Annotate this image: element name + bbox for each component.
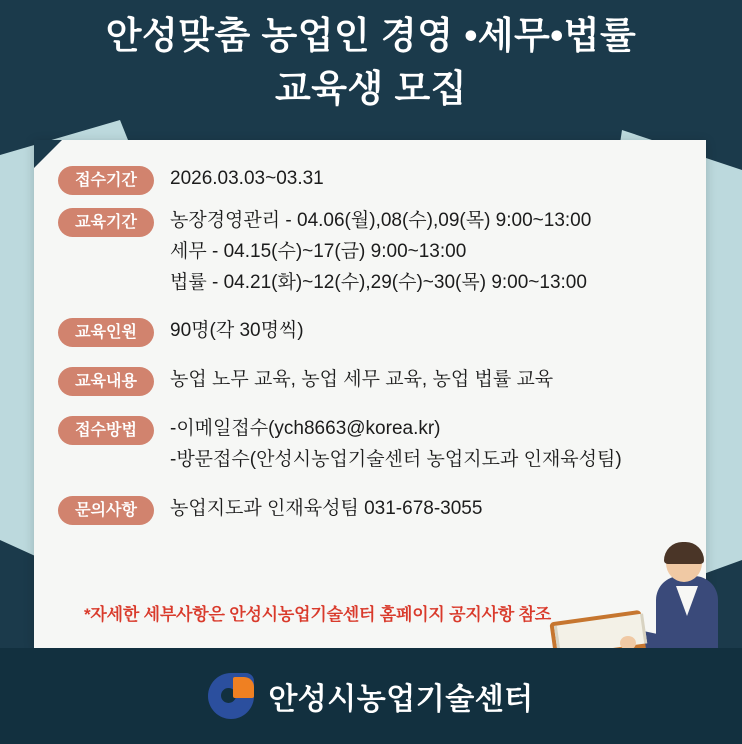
info-row: [58, 164, 688, 195]
row-value-line: 2026.03.03~03.31: [170, 168, 324, 189]
row-value-line: 농업 노무 교육, 농업 세무 교육, 농업 법률 교육: [170, 369, 554, 391]
row-values: [170, 414, 688, 476]
row-value-line: 농장경영관리 - 04.06(월),08(수),09(목) 9:00~13:00: [170, 210, 592, 231]
row-label-badge: 문의사항: [58, 496, 154, 525]
row-values: [170, 164, 688, 195]
row-label-badge: 교육인원: [58, 318, 154, 347]
row-value-line: 법률 - 04.21(화)~12(수),29(수)~30(목) 9:00~13:00: [170, 271, 587, 293]
row-values: [170, 365, 688, 396]
info-row: [58, 316, 688, 347]
row-label-badge: 접수기간: [58, 166, 154, 195]
brand-lockup: [0, 648, 742, 744]
logo-orange-shape: [233, 677, 254, 698]
row-value-line: -방문접수(안성시농업기술센터 농업지도과 인재육성팀): [170, 449, 622, 471]
row-value-line: 세무 - 04.15(수)~17(금) 9:00~13:00: [170, 240, 467, 262]
title-line-1: 안성맞춤 농업인 경영 •세무•법률: [105, 15, 637, 56]
brand-name: 안성시농업기술센터: [268, 683, 534, 716]
info-row: [58, 414, 688, 476]
row-values: [170, 206, 688, 298]
row-label-badge: 접수방법: [58, 416, 154, 445]
row-values: [170, 316, 688, 347]
row-value-line: 농업지도과 인재육성팀 031-678-3055: [170, 497, 483, 519]
poster-title: [0, 10, 742, 115]
anseong-logo-icon: [208, 673, 254, 719]
info-table: [58, 164, 688, 536]
row-value-line: -이메일접수(ych8663@korea.kr): [170, 418, 441, 440]
row-label-badge: 교육기간: [58, 208, 154, 237]
title-line-2: 교육생 모집: [275, 67, 467, 109]
info-row: [58, 206, 688, 298]
info-row: [58, 365, 688, 396]
footnote-text: *자세한 세부사항은 안성시농업기술센터 홈페이지 공지사항 참조: [84, 605, 552, 624]
row-label-badge: 교육내용: [58, 367, 154, 396]
judge-figure-hair: [664, 542, 704, 564]
row-value-line: 90명(각 30명씩): [170, 320, 304, 342]
